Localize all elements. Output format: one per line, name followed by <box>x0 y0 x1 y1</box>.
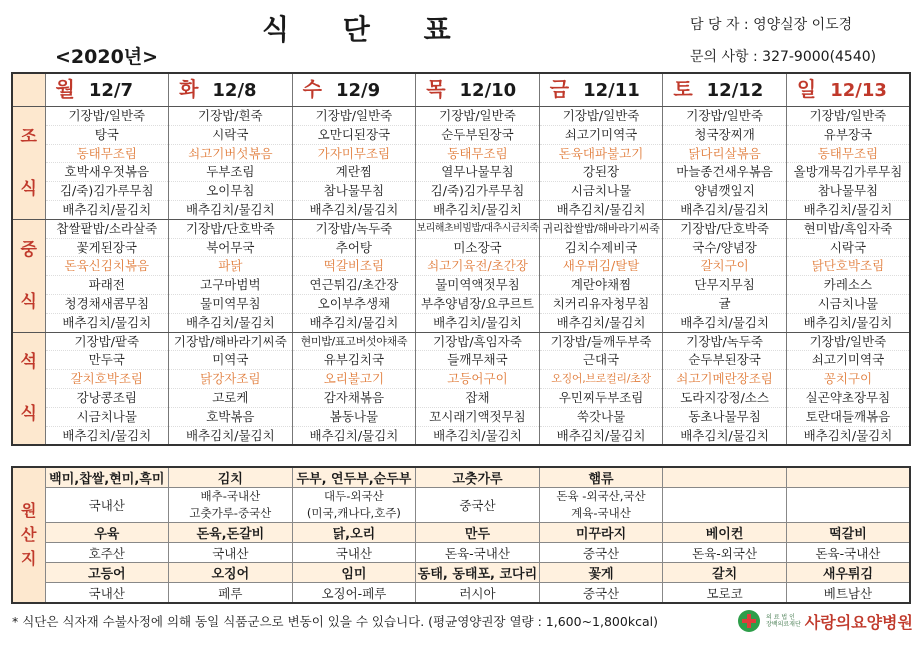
origin-label: 원 산 지 <box>12 467 45 603</box>
menu-item: 참나물무침 <box>787 182 909 201</box>
origin-row <box>12 543 910 563</box>
menu-item: 꽁치구이 <box>787 370 909 389</box>
origin-item-head: 우육 <box>45 523 169 543</box>
day-date: 12/10 <box>459 79 517 101</box>
menu-item: 오이부추생채 <box>293 295 416 314</box>
menu-item: 순두부된장국 <box>663 351 786 370</box>
menu-item: 기장밥/단호박죽 <box>663 220 786 239</box>
menu-item: 가자미무조림 <box>293 145 416 164</box>
menu-item: 현미밥/흑임자죽 <box>787 220 909 239</box>
year-label: <2020년> <box>55 46 159 68</box>
origin-item-head: 오징어 <box>169 563 293 583</box>
menu-item: 쇠고기미역국 <box>787 351 909 370</box>
menu-item: 배추김치/물김치 <box>62 314 152 330</box>
menu-item: 오이무침 <box>169 182 292 201</box>
menu-item: 오리불고기 <box>293 370 416 389</box>
menu-cell <box>786 332 910 445</box>
menu-item: 연근튀김/초간장 <box>293 276 416 295</box>
origin-item-value: 오징어-페루 <box>292 583 416 604</box>
origin-item-head: 미꾸라지 <box>539 523 663 543</box>
origin-item-head: 고등어 <box>45 563 169 583</box>
day-name: 일 <box>796 76 817 101</box>
menu-item: 봄동나물 <box>293 408 416 427</box>
menu-item: 시금치나물 <box>787 295 909 314</box>
origin-item-head: 두부, 연두부,순두부 <box>292 467 416 488</box>
meal-label: 석 식 <box>12 332 45 445</box>
origin-item-value: 베트남산 <box>786 583 910 604</box>
day-name: 월 <box>55 76 75 101</box>
menu-item: 기장밥/일반죽 <box>787 333 909 352</box>
menu-cell <box>539 219 663 332</box>
origin-item-head <box>663 467 787 488</box>
medical-cross-icon <box>738 610 760 632</box>
menu-item: 배추김치/물김치 <box>309 201 399 217</box>
menu-item: 배추김치/물김치 <box>185 201 275 217</box>
menu-item: 배추김치/물김치 <box>556 427 646 443</box>
menu-item: 기장밥/일반죽 <box>416 107 539 126</box>
hospital-logo <box>738 606 913 636</box>
day-date: 12/7 <box>88 79 133 101</box>
origin-item-head: 떡갈비 <box>786 523 910 543</box>
menu-item: 부추양념장/요쿠르트 <box>416 295 539 314</box>
menu-item: 동태무조림 <box>787 145 909 164</box>
menu-item: 토란대들깨볶음 <box>787 408 909 427</box>
menu-item: 배추김치/물김치 <box>680 201 769 217</box>
menu-item: 기장밥/팥죽 <box>46 333 169 352</box>
origin-item-value: 중국산 <box>539 583 663 604</box>
menu-item: 귤 <box>663 295 786 314</box>
origin-row <box>12 488 910 523</box>
day-name: 금 <box>549 76 570 101</box>
day-header <box>45 73 169 107</box>
menu-item: 고구마범벅 <box>169 276 292 295</box>
day-date: 12/9 <box>335 79 381 101</box>
menu-item: 닭다리살볶음 <box>663 145 786 164</box>
menu-item: 계란찜 <box>293 163 416 182</box>
menu-cell <box>539 107 663 220</box>
menu-item: 돈육대파불고기 <box>540 145 663 164</box>
menu-item: 쇠고기메란장조림 <box>663 370 786 389</box>
menu-item: 꽃게된장국 <box>46 239 169 258</box>
menu-item: 실곤약초장무침 <box>787 389 909 408</box>
menu-item: 기장밥/흑임자죽 <box>416 333 539 352</box>
menu-item: 감자채볶음 <box>293 389 416 408</box>
menu-item: 배추김치/물김치 <box>680 314 769 330</box>
menu-item: 김/죽)김가루무침 <box>416 182 539 201</box>
menu-item: 배추김치/물김치 <box>433 427 522 443</box>
menu-item: 기장밥/일반죽 <box>540 107 663 126</box>
day-header <box>786 73 910 107</box>
menu-cell <box>416 219 540 332</box>
origin-item-value: 돈육-국내산 <box>416 543 540 563</box>
menu-item: 두부조림 <box>169 163 292 182</box>
origin-item-value <box>663 488 787 523</box>
menu-cell <box>45 219 169 332</box>
day-header <box>663 73 787 107</box>
menu-item: 배추김치/물김치 <box>185 427 275 443</box>
origin-item-value: 배추-국내산 고춧가루-중국산 <box>169 488 293 523</box>
origin-item-value: 국내산 <box>45 583 169 604</box>
menu-item: 갈치구이 <box>663 257 786 276</box>
menu-cell <box>663 332 787 445</box>
origin-item-value: 돈육-외국산 <box>663 543 787 563</box>
menu-item: 물미역액젓무침 <box>416 276 539 295</box>
menu-item: 추어탕 <box>293 239 416 258</box>
menu-item: 고등어구이 <box>416 370 539 389</box>
menu-item: 배추김치/물김치 <box>803 427 893 443</box>
origin-item-head: 동태, 동태포, 코다리 <box>416 563 540 583</box>
menu-item: 기장밥/일반죽 <box>787 107 909 126</box>
day-header <box>292 73 416 107</box>
logo-subtext: 의 료 법 인 장백의료재단 <box>766 614 801 628</box>
origin-item-head: 닭,오리 <box>292 523 416 543</box>
origin-table <box>11 466 911 604</box>
meal-label: 조 식 <box>12 107 45 220</box>
menu-cell <box>786 107 910 220</box>
menu-item: 북어무국 <box>169 239 292 258</box>
origin-item-value: 페루 <box>169 583 293 604</box>
origin-item-head: 김치 <box>169 467 293 488</box>
day-header <box>416 73 540 107</box>
menu-item: 국수/양념장 <box>663 239 786 258</box>
origin-item-head: 임미 <box>292 563 416 583</box>
menu-item: 근대국 <box>540 351 663 370</box>
meal-label: 중 식 <box>12 219 45 332</box>
origin-row <box>12 583 910 604</box>
menu-item: 탕국 <box>46 126 169 145</box>
menu-item: 배추김치/물김치 <box>185 314 275 330</box>
menu-item: 고로케 <box>169 389 292 408</box>
origin-item-value: 호주산 <box>45 543 169 563</box>
day-date: 12/11 <box>583 79 640 101</box>
menu-item: 오만디된장국 <box>293 126 416 145</box>
menu-item: 호박새우젓볶음 <box>46 163 169 182</box>
menu-item: 시금치나물 <box>46 408 169 427</box>
menu-item: 기장밥/흰죽 <box>169 107 292 126</box>
menu-item: 배추김치/물김치 <box>556 314 646 330</box>
menu-item: 보리해초비빔밥/대추시금치죽 <box>416 220 539 239</box>
menu-item: 동태무조림 <box>416 145 539 164</box>
page-title: 식 단 표 <box>262 13 473 46</box>
origin-item-value: 러시아 <box>416 583 540 604</box>
weekly-menu-table <box>11 72 911 446</box>
menu-item: 쇠고기미역국 <box>540 126 663 145</box>
menu-item: 배추김치/물김치 <box>803 201 893 217</box>
origin-item-head: 백미,찹쌀,현미,흑미 <box>45 467 169 488</box>
menu-item: 배추김치/물김치 <box>309 314 399 330</box>
menu-item: 돈육신김치볶음 <box>46 257 169 276</box>
day-date: 12/8 <box>212 79 257 101</box>
menu-cell <box>663 107 787 220</box>
menu-item: 김/죽)김가루무침 <box>46 182 169 201</box>
menu-item: 참나물무침 <box>293 182 416 201</box>
menu-cell <box>292 332 416 445</box>
menu-item: 청경채새콤무침 <box>46 295 169 314</box>
menu-item: 물미역무침 <box>169 295 292 314</box>
menu-item: 미소장국 <box>416 239 539 258</box>
day-name: 화 <box>179 76 199 101</box>
day-header-row <box>12 73 910 107</box>
contact-info: 문의 사항 : 327-9000(4540) <box>690 49 877 65</box>
footnote: * 식단은 식자재 수불사정에 의해 동일 식품군으로 변동이 있을 수 있습니다. (평균영양권장 열량 : 1,600~1,800kcal) <box>12 614 658 629</box>
menu-item: 도라지강정/소스 <box>663 389 786 408</box>
meal-row <box>12 332 910 445</box>
menu-item: 우민찌두부조림 <box>540 389 663 408</box>
menu-cell <box>292 107 416 220</box>
menu-item: 배추김치/물김치 <box>433 314 522 330</box>
menu-item: 배추김치/물김치 <box>803 314 893 330</box>
origin-row <box>12 563 910 583</box>
menu-item: 강된장 <box>540 163 663 182</box>
menu-item: 호박볶음 <box>169 408 292 427</box>
menu-item: 파래전 <box>46 276 169 295</box>
menu-cell <box>169 332 293 445</box>
menu-item: 청국장찌개 <box>663 126 786 145</box>
menu-item: 기장밥/일반죽 <box>46 107 169 126</box>
menu-item: 기장밥/녹두죽 <box>293 220 416 239</box>
day-name: 토 <box>673 76 693 101</box>
origin-item-head: 꽃게 <box>539 563 663 583</box>
menu-item: 쑥갓나물 <box>540 408 663 427</box>
menu-item: 배추김치/물김치 <box>680 427 769 443</box>
menu-item: 시락국 <box>169 126 292 145</box>
origin-item-head: 햄류 <box>539 467 663 488</box>
logo-name: 사랑의요양병원 <box>804 612 913 632</box>
menu-item: 새우튀김/탈탈 <box>540 257 663 276</box>
origin-item-head: 고춧가루 <box>416 467 540 488</box>
day-name: 수 <box>302 76 322 101</box>
menu-item: 기장밥/녹두죽 <box>663 333 786 352</box>
menu-item: 들깨무채국 <box>416 351 539 370</box>
menu-item: 유부장국 <box>787 126 909 145</box>
menu-item: 닭단호박조림 <box>787 257 909 276</box>
menu-item: 단무지무침 <box>663 276 786 295</box>
menu-item: 찹쌀팥밥/소라살죽 <box>46 220 169 239</box>
menu-item: 배추김치/물김치 <box>433 201 522 217</box>
menu-item: 올방개묵김가루무침 <box>787 163 909 182</box>
menu-item: 동태무조림 <box>46 145 169 164</box>
day-date: 12/13 <box>830 79 887 101</box>
menu-cell <box>169 219 293 332</box>
origin-item-head: 새우튀김 <box>786 563 910 583</box>
menu-item: 파닭 <box>169 257 292 276</box>
day-date: 12/12 <box>706 79 764 101</box>
origin-item-value: 모로코 <box>663 583 787 604</box>
menu-item: 카레소스 <box>787 276 909 295</box>
origin-item-value <box>786 488 910 523</box>
menu-item: 기장밥/들깨두부죽 <box>540 333 663 352</box>
menu-cell <box>663 219 787 332</box>
menu-item: 떡갈비조림 <box>293 257 416 276</box>
menu-item: 양념깻잎지 <box>663 182 786 201</box>
menu-item: 꼬시래기액젓무침 <box>416 408 539 427</box>
manager-info: 담 당 자 : 영양실장 이도경 <box>690 17 853 33</box>
day-name: 목 <box>426 76 446 101</box>
menu-item: 마늘종건새우볶음 <box>663 163 786 182</box>
menu-item: 배추김치/물김치 <box>309 427 399 443</box>
menu-item: 만두국 <box>46 351 169 370</box>
origin-row <box>12 467 910 488</box>
menu-item: 배추김치/물김치 <box>62 201 152 217</box>
menu-cell <box>416 332 540 445</box>
menu-item: 현미밥/표고버섯야채죽 <box>293 333 416 352</box>
origin-item-value: 국내산 <box>292 543 416 563</box>
menu-item: 오징어,브로컬리/초장 <box>540 370 663 389</box>
menu-item: 갈치호박조림 <box>46 370 169 389</box>
origin-item-value: 중국산 <box>539 543 663 563</box>
origin-row <box>12 523 910 543</box>
origin-item-value: 대두-외국산 (미국,캐나다,호주) <box>292 488 416 523</box>
origin-item-head: 만두 <box>416 523 540 543</box>
menu-cell <box>416 107 540 220</box>
menu-item: 귀리찹쌀밥/해바라기씨죽 <box>540 220 663 239</box>
menu-item: 동초나물무침 <box>663 408 786 427</box>
menu-item: 닭강자조림 <box>169 370 292 389</box>
origin-item-value: 국내산 <box>169 543 293 563</box>
origin-item-head: 갈치 <box>663 563 787 583</box>
origin-item-head: 베이컨 <box>663 523 787 543</box>
menu-item: 기장밥/일반죽 <box>663 107 786 126</box>
menu-item: 기장밥/해바라기씨죽 <box>169 333 292 352</box>
menu-item: 치커리유자청무침 <box>540 295 663 314</box>
menu-item: 시금치나물 <box>540 182 663 201</box>
origin-item-value: 돈육-국내산 <box>786 543 910 563</box>
origin-item-head: 돈육,돈갈비 <box>169 523 293 543</box>
menu-cell <box>786 219 910 332</box>
meal-row <box>12 219 910 332</box>
menu-cell <box>45 332 169 445</box>
origin-item-value: 돈육 -외국산,국산 계육-국내산 <box>539 488 663 523</box>
day-header <box>169 73 293 107</box>
origin-item-head <box>786 467 910 488</box>
menu-item: 배추김치/물김치 <box>556 201 646 217</box>
menu-item: 잡채 <box>416 389 539 408</box>
menu-cell <box>539 332 663 445</box>
origin-item-value: 중국산 <box>416 488 540 523</box>
origin-item-value: 국내산 <box>45 488 169 523</box>
menu-cell <box>292 219 416 332</box>
menu-cell <box>45 107 169 220</box>
menu-item: 쇠고기육전/초간장 <box>416 257 539 276</box>
menu-cell <box>169 107 293 220</box>
menu-item: 기장밥/단호박죽 <box>169 220 292 239</box>
menu-item: 시락국 <box>787 239 909 258</box>
menu-item: 계란야채찜 <box>540 276 663 295</box>
menu-item: 쇠고기버섯볶음 <box>169 145 292 164</box>
menu-item: 기장밥/일반죽 <box>293 107 416 126</box>
menu-item: 미역국 <box>169 351 292 370</box>
menu-item: 배추김치/물김치 <box>62 427 152 443</box>
menu-item: 순두부된장국 <box>416 126 539 145</box>
corner-cell <box>12 73 45 107</box>
menu-item: 강낭콩조림 <box>46 389 169 408</box>
menu-item: 열무나물무침 <box>416 163 539 182</box>
menu-item: 김치수제비국 <box>540 239 663 258</box>
day-header <box>539 73 663 107</box>
meal-row <box>12 107 910 220</box>
menu-item: 유부김치국 <box>293 351 416 370</box>
